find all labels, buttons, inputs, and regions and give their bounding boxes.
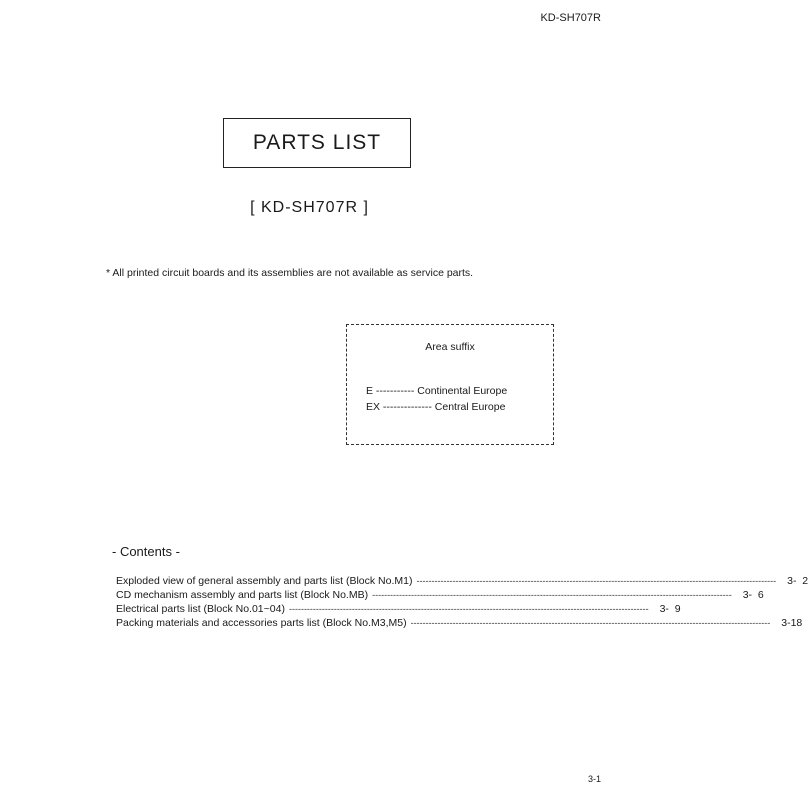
toc-leader: ------------------------------------------------------------------------------------------------------------------------	[288, 604, 649, 614]
toc-leader: ------------------------------------------------------------------------------------------------------------------------	[416, 576, 777, 586]
toc-page: 3- 9	[659, 603, 681, 615]
toc-row	[116, 603, 681, 617]
toc-leader: ------------------------------------------------------------------------------------------------------------------------	[410, 618, 771, 628]
toc-row	[116, 617, 803, 631]
toc-label: Exploded view of general assembly and parts list (Block No.M1)	[116, 575, 413, 587]
toc-row	[116, 589, 764, 603]
header-model-number: KD-SH707R	[540, 12, 601, 24]
area-suffix-box	[346, 324, 554, 445]
toc-page: 3-18	[781, 617, 803, 629]
model-name-bracketed: [ KD-SH707R ]	[250, 199, 369, 216]
area-suffix-entry: E ----------- Continental Europe	[366, 385, 508, 397]
toc-leader: ------------------------------------------------------------------------------------------------------------------------	[372, 590, 732, 600]
toc-label: CD mechanism assembly and parts list (Block No.MB)	[116, 589, 369, 601]
service-parts-note: * All printed circuit boards and its assemblies are not available as service parts.	[106, 267, 474, 279]
contents-title: - Contents -	[112, 544, 180, 559]
page-title: PARTS LIST	[252, 131, 382, 154]
toc-page: 3- 2	[787, 575, 808, 587]
toc-label: Electrical parts list (Block No.01~04)	[116, 603, 285, 615]
area-suffix-title: Area suffix	[425, 341, 475, 353]
table-of-contents	[116, 575, 808, 631]
toc-label: Packing materials and accessories parts list (Block No.M3,M5)	[116, 617, 407, 629]
toc-page: 3- 6	[742, 589, 764, 601]
page-number: 3-1	[587, 774, 601, 784]
toc-row	[116, 575, 808, 589]
page-title-box	[223, 118, 411, 168]
area-suffix-entry: EX -------------- Central Europe	[366, 401, 506, 413]
